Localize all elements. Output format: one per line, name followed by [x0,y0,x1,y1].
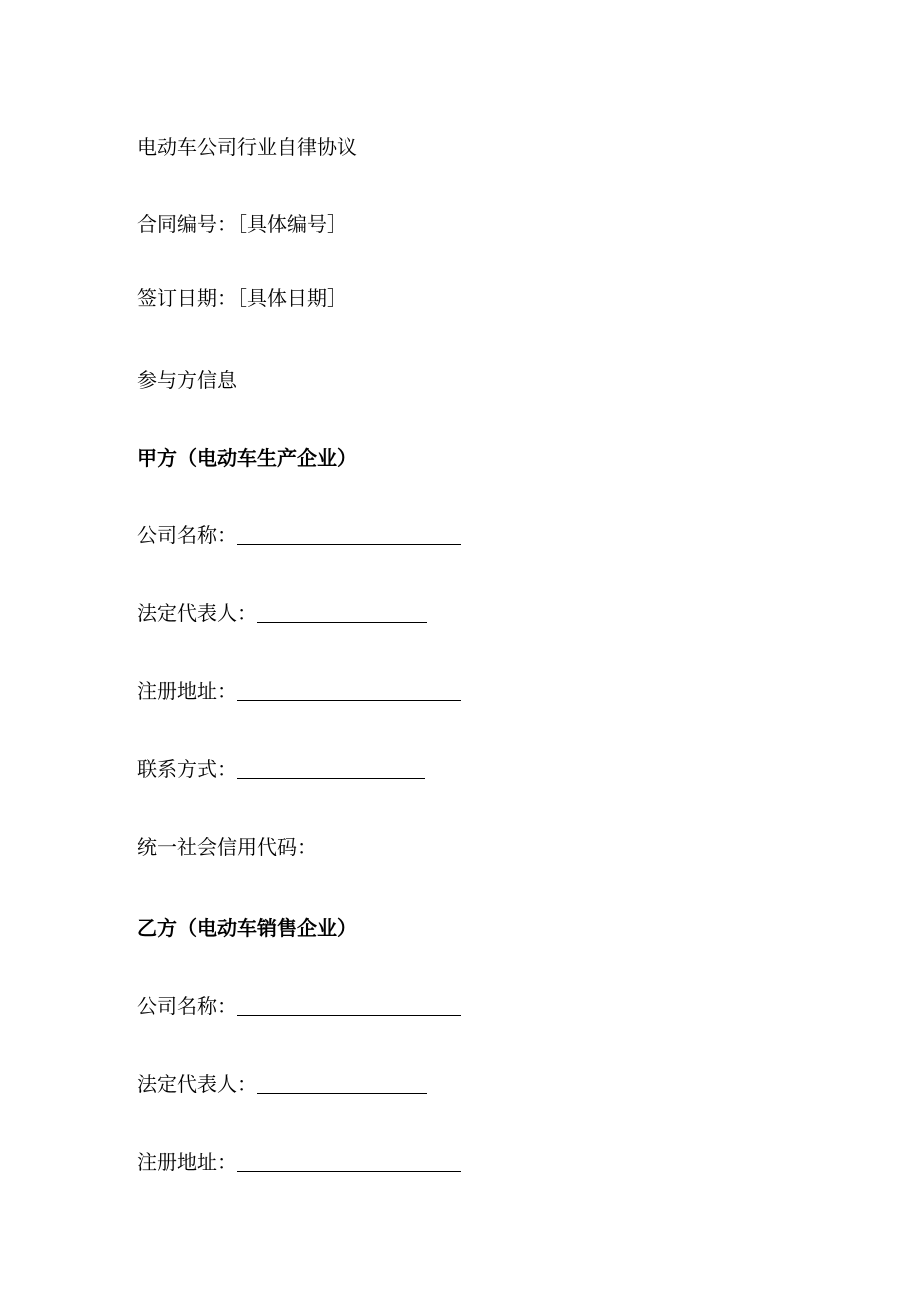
party-a-contact-blank [237,758,425,779]
party-a-company-name-label: 公司名称： [137,523,237,547]
party-a-company-name-blank [237,524,461,545]
party-a-heading: 甲方（电动车生产企业） [137,446,357,470]
party-a-credit-code-label: 统一社会信用代码： [137,835,317,859]
party-b-legal-rep-row [137,1071,427,1097]
party-b-company-name-blank [237,995,461,1016]
party-a-contact-row [137,756,425,782]
contract-number: 合同编号：［具体编号］ [137,212,347,236]
party-a-company-name-row [137,522,461,548]
parties-heading: 参与方信息 [137,368,237,392]
party-a-legal-rep-label: 法定代表人： [137,601,257,625]
party-b-address-blank [237,1151,461,1172]
party-b-legal-rep-label: 法定代表人： [137,1072,257,1096]
party-a-address-row [137,678,461,704]
party-a-address-blank [237,680,461,701]
party-b-company-name-label: 公司名称： [137,994,237,1018]
party-a-contact-label: 联系方式： [137,757,237,781]
party-b-company-name-row [137,993,461,1019]
party-a-legal-rep-blank [257,602,427,623]
party-a-legal-rep-row [137,600,427,626]
party-b-legal-rep-blank [257,1073,427,1094]
party-b-address-label: 注册地址： [137,1150,237,1174]
party-b-address-row [137,1149,461,1175]
party-b-heading: 乙方（电动车销售企业） [137,916,357,940]
signing-date: 签订日期：［具体日期］ [137,286,347,310]
party-a-credit-code-row [137,834,317,860]
party-a-address-label: 注册地址： [137,679,237,703]
document-title: 电动车公司行业自律协议 [137,135,357,159]
